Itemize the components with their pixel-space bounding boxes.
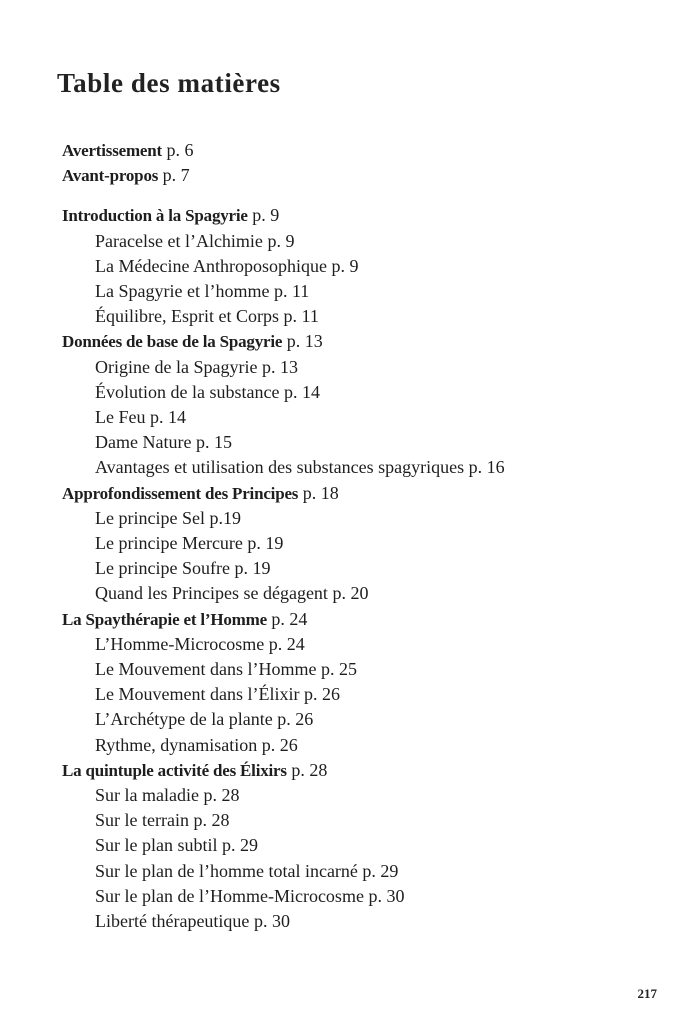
toc-entry-page: p. 9 xyxy=(252,205,280,226)
toc-subentry xyxy=(62,304,672,329)
toc-entry-label: Sur le plan de l’homme total incarné xyxy=(95,860,358,881)
toc-entry-page: p. 26 xyxy=(261,734,298,755)
toc-entry-label: Liberté thérapeutique xyxy=(95,911,250,932)
toc-entry-page: p. 30 xyxy=(368,885,405,906)
toc-subentry xyxy=(62,657,672,682)
table-of-contents xyxy=(62,138,672,934)
toc-entry-page: p. 25 xyxy=(320,659,357,680)
toc-entry xyxy=(62,481,672,506)
toc-entry-page: p. 9 xyxy=(267,230,295,251)
toc-entry-page: p. 15 xyxy=(195,432,232,453)
toc-entry-page: p. 30 xyxy=(253,911,290,932)
toc-entry-label: Avertissement xyxy=(62,141,162,160)
toc-entry-label: Approfondissement des Principes xyxy=(62,483,299,503)
toc-subentry xyxy=(62,380,672,405)
toc-entry-label: L’Archétype de la plante xyxy=(95,709,273,730)
toc-entry-page: p. 24 xyxy=(271,608,308,629)
toc-subentry xyxy=(62,455,672,480)
toc-entry xyxy=(62,203,672,228)
toc-entry-label: La Médecine Anthroposophique xyxy=(95,255,327,276)
toc-entry-page: p.19 xyxy=(209,507,241,528)
toc-subentry xyxy=(62,884,672,909)
toc-subentry xyxy=(62,808,672,833)
toc-entry-label: Le Mouvement dans l’Homme xyxy=(95,659,317,680)
toc-entry-label: Rythme, dynamisation xyxy=(95,734,258,755)
toc-entry-label: Avantages et utilisation des substances spagyriques xyxy=(95,457,465,478)
toc-entry-label: Quand les Principes se dégagent xyxy=(95,583,328,604)
toc-entry-label: La Spaythérapie et l’Homme xyxy=(62,609,267,629)
toc-entry-page: p. 16 xyxy=(468,457,505,478)
toc-entry-page: p. 19 xyxy=(247,533,284,554)
toc-subentry xyxy=(62,430,672,455)
toc-entry-page: p. 26 xyxy=(277,709,314,730)
toc-entry-page: p. 28 xyxy=(193,810,230,831)
toc-entry-label: Sur le plan de l’Homme-Microcosme xyxy=(95,885,364,906)
toc-entry-label: Le principe Soufre xyxy=(95,558,230,579)
toc-entry-page: p. 7 xyxy=(162,165,190,186)
toc-entry-label: Données de base de la Spagyrie xyxy=(62,332,283,352)
toc-subentry xyxy=(62,254,672,279)
toc-subentry xyxy=(62,405,672,430)
toc-entry-label: L’Homme-Microcosme xyxy=(95,633,265,654)
toc-subentry xyxy=(62,506,672,531)
toc-entry-label: Le principe Sel xyxy=(95,507,205,528)
toc-entry-label: Paracelse et l’Alchimie xyxy=(95,230,263,251)
toc-entry-page: p. 28 xyxy=(203,785,240,806)
toc-entry-page: p. 11 xyxy=(273,281,310,302)
toc-subentry xyxy=(62,279,672,304)
toc-entry-label: Avant-propos xyxy=(62,166,159,186)
toc-subentry xyxy=(62,531,672,556)
page-number: 217 xyxy=(637,986,657,1001)
toc-entry-label: Évolution de la substance xyxy=(95,381,280,402)
page-title: Table des matières xyxy=(57,68,281,98)
toc-entry-label: Sur le plan subtil xyxy=(95,835,218,856)
toc-subentry xyxy=(62,733,672,758)
toc-entry-page: p. 14 xyxy=(283,381,320,402)
toc-entry-page: p. 11 xyxy=(283,306,319,327)
toc-entry-page: p. 29 xyxy=(222,835,258,856)
toc-subentry xyxy=(62,783,672,808)
toc-entry-page: p. 24 xyxy=(268,633,305,654)
toc-entry-label: Le Mouvement dans l’Élixir xyxy=(95,684,300,705)
toc-entry xyxy=(62,138,672,163)
toc-entry-label: Introduction à la Spagyrie xyxy=(62,206,248,226)
toc-entry-page: p. 14 xyxy=(149,407,186,428)
toc-subentry xyxy=(62,909,672,934)
toc-entry-page: p. 20 xyxy=(332,583,369,604)
toc-entry-page: p. 6 xyxy=(166,140,194,160)
toc-entry-label: Le principe Mercure xyxy=(95,533,243,554)
toc-entry-label: Sur le terrain xyxy=(95,810,189,831)
toc-entry-page: p. 19 xyxy=(234,558,271,579)
toc-entry-page: p. 18 xyxy=(302,482,339,503)
toc-entry xyxy=(62,329,672,354)
toc-subentry xyxy=(62,707,672,732)
toc-entry xyxy=(62,607,672,632)
toc-subentry xyxy=(62,556,672,581)
toc-entry-page: p. 9 xyxy=(331,255,359,276)
toc-entry-label: Le Feu xyxy=(95,407,146,428)
toc-entry-page: p. 13 xyxy=(261,356,298,377)
toc-entry-label: Origine de la Spagyrie xyxy=(95,356,258,377)
toc-entry-page: p. 26 xyxy=(303,684,340,705)
toc-subentry xyxy=(62,859,672,884)
toc-subentry xyxy=(62,581,672,606)
toc-subentry xyxy=(62,355,672,380)
toc-entry-page: p. 29 xyxy=(362,860,399,881)
toc-entry-label: La Spagyrie et l’homme xyxy=(95,281,270,302)
toc-entry-label: La quintuple activité des Élixirs xyxy=(62,760,287,780)
toc-subentry xyxy=(62,229,672,254)
toc-entry-page: p. 28 xyxy=(291,759,328,780)
toc-entry-page: p. 13 xyxy=(286,331,323,352)
toc-entry-label: Dame Nature xyxy=(95,432,192,453)
toc-subentry xyxy=(62,682,672,707)
toc-entry xyxy=(62,758,672,783)
toc-entry-label: Sur la maladie xyxy=(95,785,199,806)
toc-subentry xyxy=(62,632,672,657)
toc-subentry xyxy=(62,833,672,858)
toc-entry xyxy=(62,163,672,188)
toc-entry-label: Équilibre, Esprit et Corps xyxy=(95,306,279,327)
